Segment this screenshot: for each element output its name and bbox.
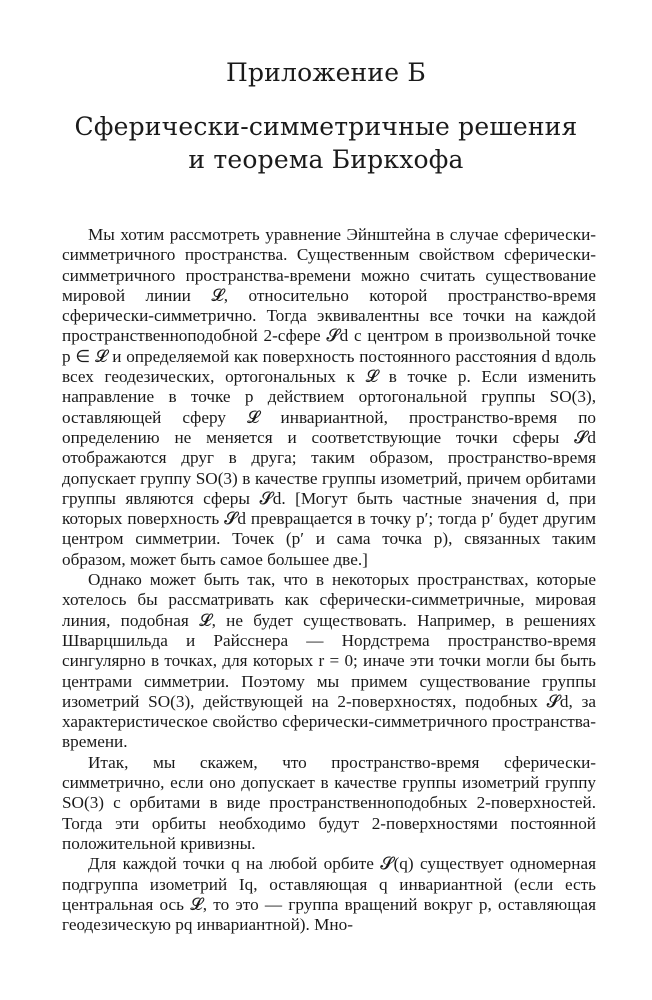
appendix-heading: Приложение Б [225, 58, 427, 87]
paragraph-4: Для каждой точки q на любой орбите 𝓢(q) существует одномерная подгруппа изометрий Iq, оставляющая q инвариантной (если есть центральная ось 𝓛, то это — группа вращений вокруг p, оставляющая геодезическую pq инвариантной). Мно- [62, 854, 596, 935]
paragraph-1: Мы хотим рассмотреть уравнение Эйнштейна в случае сферически-симметричного пространства. Существенным свойством сферически-симметричного пространства-времени можно считать существование мировой линии 𝓛, относительно которой пространство-время сферически-симметрично. Тогда эквивалентны все точки на каждой пространственноподобной 2-сфере 𝓢d с центром в произвольной точке p ∈ 𝓛 и определяемой как поверхность постоянного расстояния d вдоль всех геодезических, ортогональных к 𝓛 в точке p. Если изменить направление в точке p действием ортогональной группы SO(3), оставляющей сферу 𝓛 инвариантной, пространство-время по определению не меняется и соответствующие точки сферы 𝓢d отображаются друг в друга; таким образом, пространство-время допускает группу SO(3) в качестве группы изометрий, причем орбитами группы являются сферы 𝓢d. [Могут быть частные значения d, при которых поверхность 𝓢d превращается в точку p′; тогда p′ будет другим центром симметрии. Точек (p′ и сама точка p), связанных таким образом, может быть самое большее две.] [62, 225, 596, 569]
body-text [62, 225, 596, 935]
paragraph-3: Итак, мы скажем, что пространство-время сферически-симметрично, если оно допускает в качестве группы изометрий группу SO(3) с орбитами в виде пространственноподобных 2-поверхностей. Тогда эти орбиты необходимо будут 2-поверхностями постоянной положительной кривизны. [62, 752, 596, 853]
chapter-title-line-2: и теорема Биркхофа [188, 145, 464, 174]
paragraph-2: Однако может быть так, что в некоторых пространствах, которые хотелось бы рассматривать как сферически-симметричные, мировая линия, подобная 𝓛, не будет существовать. Например, в решениях Шварцшильда и Райсснера — Нордстрема пространство-время сингулярно в точках, для которых r = 0; иначе эти точки могли бы быть центрами симметрии. Поэтому мы примем существование группы изометрий SO(3), действующей на 2-поверхностях, подобных 𝓢d, за характеристическое свойство сферически-симметричного пространства-времени. [62, 570, 596, 752]
chapter-title-line-1: Сферически-симметричные решения [74, 112, 578, 141]
